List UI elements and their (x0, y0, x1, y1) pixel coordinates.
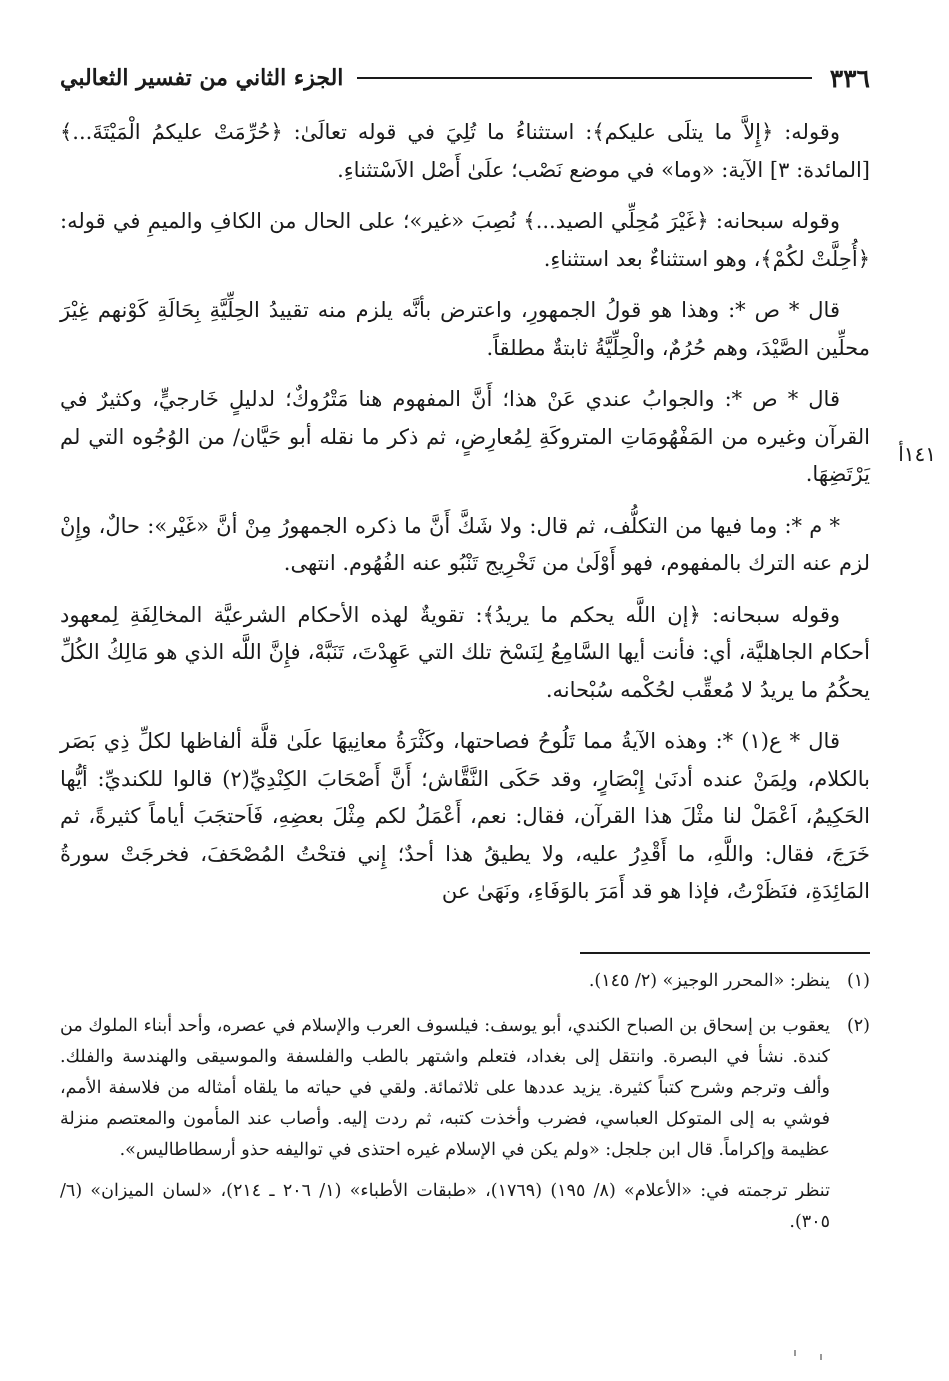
footnote-number: (١) (846, 971, 870, 991)
running-title: الجزء الثاني من تفسير الثعالبي (60, 65, 344, 91)
footnote-rule (580, 952, 870, 954)
footnote (60, 966, 870, 997)
page-header (60, 58, 870, 98)
margin-folio-note: ١٤١أ (898, 442, 936, 466)
footnote-text (60, 966, 830, 997)
paragraph: قال * ص *: وهذا هو قولُ الجمهورِ، واعترض بأنَّه يلزم منه تقييدُ الحِلِّيَّةِ بِحَالَةِ كَوْنهم غِيْرَ محلِّين الصَّيْدَ، وهم حُرُمٌ، والْحِلِّيَّةُ ثابتةٌ مطلقاً. (60, 298, 870, 360)
footnotes (60, 966, 870, 1252)
main-text (60, 114, 870, 925)
paragraph: قال * ص *: والجوابُ عندي عَنْ هذا؛ أَنَّ المفهوم هنا مَتْرُوكٌ؛ لدليلٍ خَارجيٍّ، وكثيرٌ في القرآن وغيره من المَفْهُومَاتِ المتروكَةِ لِمُعارِضٍ، ثم ذكر ما نقله أبو حَيَّان/ من الوُجُوه التي لم يَرْتَضِهَا. (60, 387, 870, 486)
paragraph: وقوله سبحانه: ﴿غَيْرَ مُحِلِّي الصيد...﴾ نُصِبَ «غير»؛ على الحال من الكافِ والميمِ في قوله: ﴿أُحِلَّتْ لكُمْ﴾، وهو استثناءٌ بعد استثناءِ. (60, 209, 870, 271)
footnote (60, 1011, 870, 1238)
paragraph: * م *: وما فيها من التكلُّف، ثم قال: ولا شَكَّ أَنَّ ما ذكره الجمهورُ مِنْ أنَّ «غَيْر»: حالٌ، وإِنْ لزم عنه الترك بالمفهوم، فهو أَوْلَىٰ من تَخْرِيج تَنْبُو عنه الفُهُوم. انتهى. (60, 513, 870, 575)
header-rule (357, 77, 811, 79)
footnote-paragraph: يعقوب بن إسحاق بن الصباح الكندي، أبو يوسف: فيلسوف العرب والإسلام في عصره، وأحد أبناء الملوك من كندة. نشأ في البصرة. وانتقل إلى بغداد، فتعلم واشتهر بالطب والفلسفة والموسيقى والهندسة والفلك. وألف وترجم وشرح كتباً كثيرة. يزيد عددها على ثلاثمائة. ولقي في حياته ما يلقاه أمثاله من فلاسفة الأمم، فوشي به إلى المتوكل العباسي، فضرب وأخذت كتبه، ثم ردت إليه. وأصاب عند المأمون والمعتصم منزلة عظيمة وإكراماً. قال ابن جلجل: «ولم يكن في الإسلام غيره احتذى في تواليفه حذو أرسطاطاليس». (60, 1016, 830, 1160)
scan-specks (790, 1350, 830, 1360)
speck (820, 1354, 822, 1360)
paragraph: وقوله: ﴿إِلاَّ ما يتلَى عليكم﴾: استثناءُ ما تُلِيَ في قوله تعالَىٰ: ﴿حُرِّمَتْ عليكمُ الْمَيْتَةَ...﴾ [المائدة: ٣] الآية: «وما» في موضع نَصْب؛ علَىٰ أَصْل الاَسْتثناءِ. (60, 120, 870, 182)
paragraph: وقوله سبحانه: ﴿إن اللَّه يحكم ما يريدُ﴾: تقويةٌ لهذه الأحكام الشرعيَّة المخالِفَةِ لِمعهود أحكام الجاهليَّة، أي: فأنت أيها السَّامِعُ لِنَسْخ تلك التي عَهِدْتَ، تَنَبَّهْ، فإِنَّ اللَّه الذي هو مَالِكُ الكُلِّ يحكُمُ ما يريدُ لا مُعقِّب لحُكْمه سُبْحانه. (60, 602, 870, 702)
footnote-text (60, 1011, 830, 1238)
footnote-paragraph: تنظر ترجمته في: «الأعلام» (٨/ ١٩٥) (١٧٦٩)، «طبقات الأطباء» (١/ ٢٠٦ ـ ٢١٤)، «لسان الميزان» (٦/ ٣٠٥). (60, 1181, 830, 1232)
page-number: ٣٣٦ (829, 63, 870, 93)
speck (794, 1350, 796, 1356)
paragraph: قال * ع(١) *: وهذه الآيةُ مما تَلُوحُ فصاحتها، وكَثْرَةُ معانِيهَا علَىٰ قلَّة ألفاظها لكلِّ ذِي بَصَر بالكلام، ولِمَنْ عنده أدنَىٰ إِبْصَارٍ، وقد حَكَى النَّقَّاش؛ أَنَّ أَصْحَابَ الكِنْدِيِّ(٢) قالوا للكنديِّ: أيُّها الحَكِيمُ، اَعْمَلْ لنا مثْلَ هذا القرآن، فقال: نعم، أَعْمَلُ لكم مِثْلَ بعضِهِ، فَاَحتجَبَ أياماً كثيرةً، ثم خَرَجَ، فقال: واللَّهِ، ما أَقْدِرُ عليه، ولا يطيقُ هذا أحدٌ؛ إِني فتحْتُ المُصْحَفَ، فخرجَتْ سورةُ المَائِدَةِ، فنَظَرْتُ، فإذا هو قد أَمَرَ بالوَفَاءِ، ونَهَىٰ عن (60, 729, 870, 903)
footnote-paragraph: ينظر: «المحرر الوجيز» (٢/ ١٤٥). (588, 971, 830, 991)
footnote-number: (٢) (846, 1016, 870, 1036)
